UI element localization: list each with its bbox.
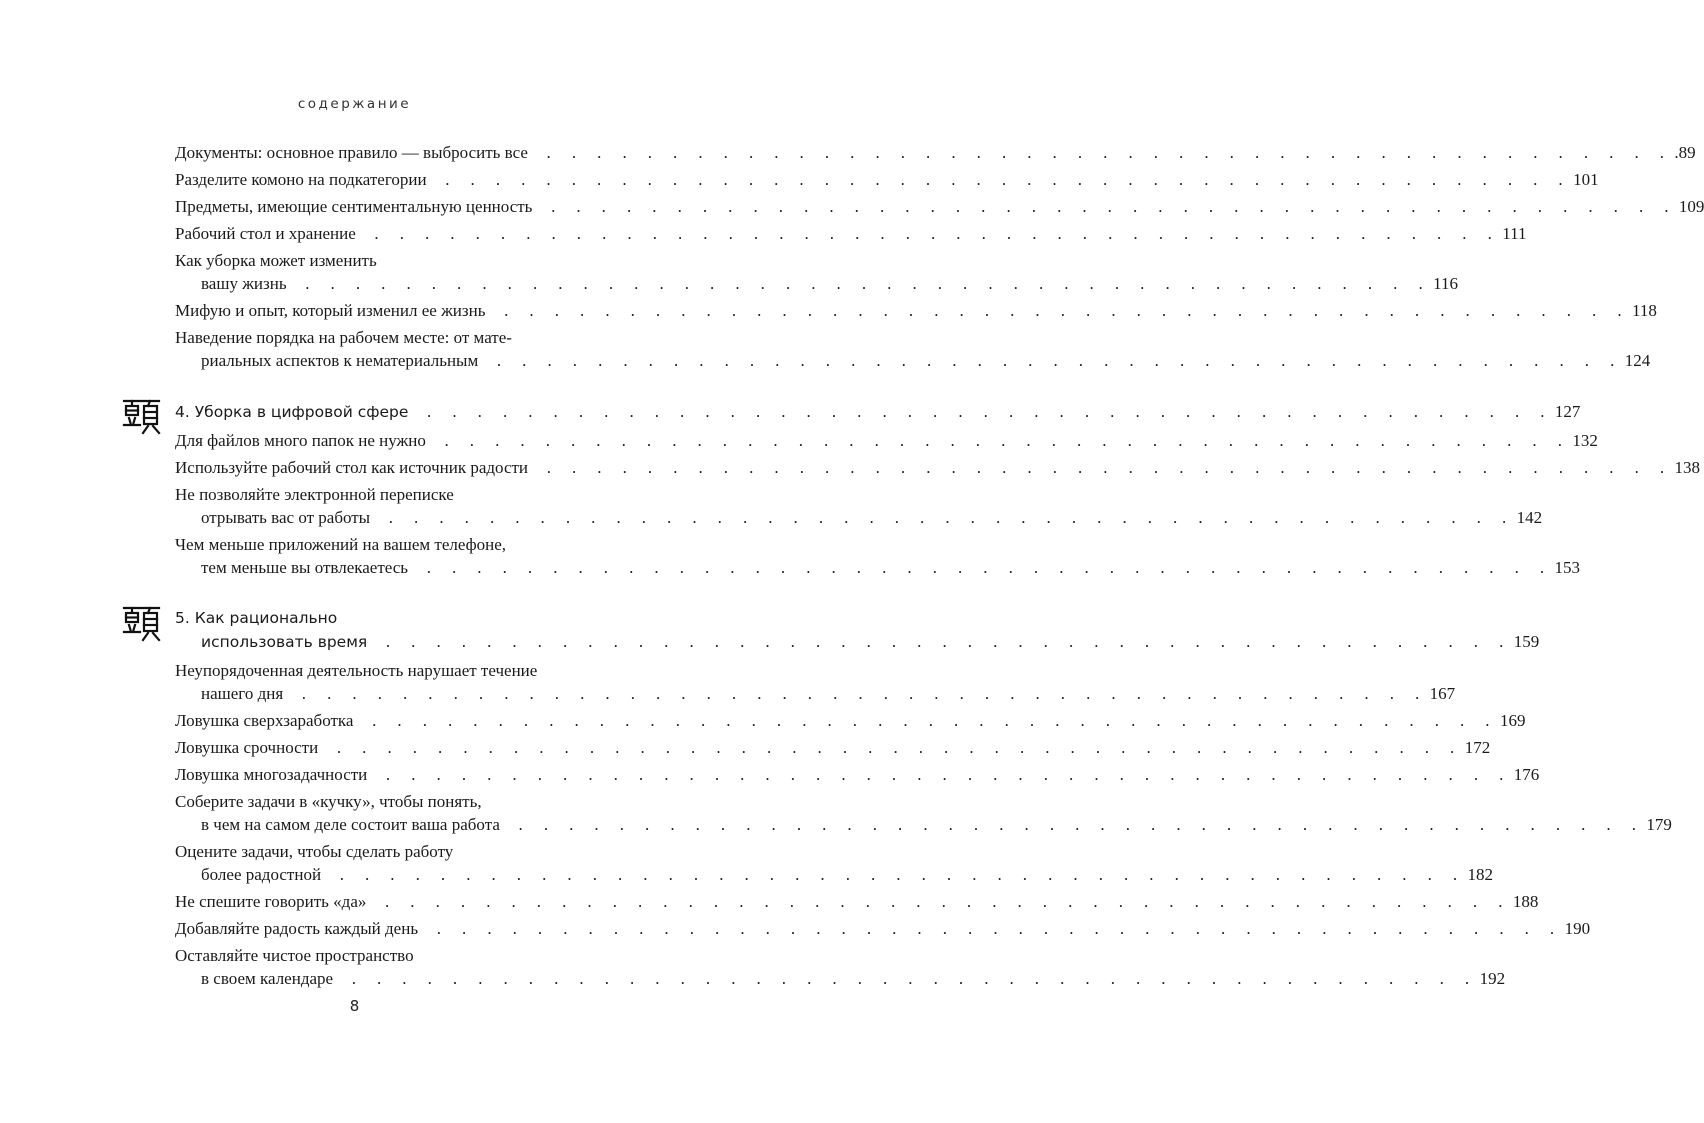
entry-title: Ловушка многозадачности xyxy=(175,765,368,784)
page-number: 8 xyxy=(349,997,360,1015)
entry-title: риальных аспектов к нематериальным xyxy=(201,351,479,370)
chapter-5-heading[interactable] xyxy=(175,607,1540,654)
leader-dots: . . . . . . . . . . . . . . . . . . . . . . . . . . . . . . . . . . . . . . . . . . . . . xyxy=(414,402,1553,421)
toc-entry[interactable] xyxy=(175,168,1599,191)
leader-dots: . . . . . . . . . . . . . . . . . . . . . . . . . . . . . . . . . . . . . . . . . . . . . xyxy=(373,765,1512,784)
toc-leader-row xyxy=(175,141,1696,164)
toc-entry[interactable] xyxy=(175,483,1543,529)
leader-dots: . . . . . . . . . . . . . . . . . . . . . . . . . . . . . . . . . . . . . . . . . . . . . xyxy=(339,969,1478,988)
running-header: содержание xyxy=(297,96,412,112)
toc-leader-row xyxy=(175,222,1527,245)
toc-leader-row xyxy=(175,967,1506,990)
entry-title: нашего дня xyxy=(201,684,284,703)
entry-title: Документы: основное правило — выбросить все xyxy=(175,143,528,162)
toc-entry[interactable] xyxy=(175,299,1657,322)
toc-leader-row xyxy=(175,349,1651,372)
entry-title: Мифую и опыт, который изменил ее жизнь xyxy=(175,301,486,320)
entry-title: Используйте рабочий стол как источник радости xyxy=(175,458,529,477)
toc-entry[interactable] xyxy=(175,533,1581,579)
entry-title-line: Наведение порядка на рабочем месте: от мате- xyxy=(175,328,512,347)
page-ref: 109 xyxy=(1678,197,1704,216)
toc-leader-row xyxy=(175,456,1701,479)
page-ref: 138 xyxy=(1674,458,1701,477)
entry-title: Ловушка срочности xyxy=(175,738,319,757)
leader-dots: . . . . . . . . . . . . . . . . . . . . . . . . . . . . . . . . . . . . . . . . . . . . . xyxy=(292,274,1432,293)
entry-title: вашу жизнь xyxy=(201,274,287,293)
leader-dots: . . . . . . . . . . . . . . . . . . . . . . . . . . . . . . . . . . . . . . . . . . . . . xyxy=(327,865,1466,884)
page-ref: 167 xyxy=(1429,684,1456,703)
leader-dots: . . . . . . . . . . . . . . . . . . . . . . . . . . . . . . . . . . . . . . . . . . . . . xyxy=(431,431,1571,450)
entry-title: в чем на самом деле состоит ваша работа xyxy=(201,815,500,834)
toc-entry[interactable] xyxy=(175,222,1527,245)
toc-leader-row xyxy=(175,429,1598,452)
entry-title: в своем календаре xyxy=(201,969,334,988)
chapter-4-heading[interactable] xyxy=(175,400,1581,424)
leader-dots: . . . . . . . . . . . . . . . . . . . . . . . . . . . . . . . . . . . . . . . . . . . . . xyxy=(484,351,1623,370)
toc-entry[interactable] xyxy=(175,840,1494,886)
leader-dots: . . . . . . . . . . . . . . . . . . . . . . . . . . . . . . . . . . . . . . . . . . . . . xyxy=(361,224,1501,243)
page-ref: 182 xyxy=(1467,865,1494,884)
toc-entry[interactable] xyxy=(175,917,1591,940)
toc-leader-row xyxy=(175,917,1591,940)
chapter-entry xyxy=(175,607,1540,654)
page-ref: .89 xyxy=(1674,143,1696,162)
entry-title: Для файлов много папок не нужно xyxy=(175,431,426,450)
leader-dots: . . . . . . . . . . . . . . . . . . . . . . . . . . . . . . . . . . . . . . . . . . . . . xyxy=(414,558,1553,577)
toc-leader-row xyxy=(175,813,1672,836)
leader-dots: . . . . . . . . . . . . . . . . . . . . . . . . . . . . . . . . . . . . . . . . . . . . . xyxy=(424,919,1563,938)
toc-entry[interactable] xyxy=(175,249,1458,295)
toc-entry[interactable] xyxy=(175,709,1526,732)
toc-entry[interactable] xyxy=(175,763,1540,786)
page-ref: 172 xyxy=(1464,738,1491,757)
toc-entry[interactable] xyxy=(175,944,1506,990)
entry-title: Добавляйте радость каждый день xyxy=(175,919,419,938)
toc-leader-row xyxy=(175,400,1581,424)
entry-title-line: Оставляйте чистое пространство xyxy=(175,946,414,965)
page-ref: 118 xyxy=(1631,301,1657,320)
toc-entry[interactable] xyxy=(175,141,1696,164)
toc-group-chapter-3-continued xyxy=(175,141,1704,372)
chapter-title: использовать время xyxy=(201,633,368,651)
toc-leader-row xyxy=(175,299,1657,322)
head-kanji-icon xyxy=(121,396,161,436)
toc-leader-row xyxy=(175,682,1456,705)
page-ref: 127 xyxy=(1554,402,1581,421)
entry-title: Предметы, имеющие сентиментальную ценность xyxy=(175,197,533,216)
leader-dots: . . . . . . . . . . . . . . . . . . . . . . . . . . . . . . . . . . . . . . . . . . . . . xyxy=(432,170,1572,189)
toc-entry[interactable] xyxy=(175,326,1651,372)
leader-dots: . . . . . . . . . . . . . . . . . . . . . . . . . . . . . . . . . . . . . . . . . . . . . xyxy=(324,738,1463,757)
page-ref: 111 xyxy=(1502,224,1527,243)
chapter-title: 4. Уборка в цифровой сфере xyxy=(175,403,409,421)
toc-entry[interactable] xyxy=(175,890,1539,913)
leader-dots: . . . . . . . . . . . . . . . . . . . . . . . . . . . . . . . . . . . . . . . . . . . . . xyxy=(289,684,1428,703)
chapter-title-line: 5. Как рационально xyxy=(175,609,338,627)
entry-title: Разделите комоно на подкатегории xyxy=(175,170,427,189)
entry-title: более радостной xyxy=(201,865,322,884)
entry-title-line: Соберите задачи в «кучку», чтобы понять, xyxy=(175,792,482,811)
toc-entry[interactable] xyxy=(175,456,1701,479)
toc-leader-row xyxy=(175,763,1540,786)
page-ref: 124 xyxy=(1624,351,1651,370)
toc-group-chapter-5 xyxy=(175,659,1672,990)
toc-group-chapter-4 xyxy=(175,429,1701,579)
entry-title-line: Оцените задачи, чтобы сделать работу xyxy=(175,842,454,861)
toc-leader-row xyxy=(175,709,1526,732)
page-ref: 188 xyxy=(1512,892,1539,911)
page-ref: 101 xyxy=(1573,170,1599,189)
toc-leader-row xyxy=(175,630,1540,654)
entry-title-line: Чем меньше приложений на вашем телефоне, xyxy=(175,535,507,554)
leader-dots: . . . . . . . . . . . . . . . . . . . . . . . . . . . . . . . . . . . . . . . . . . . . . xyxy=(533,143,1673,162)
toc-leader-row xyxy=(175,736,1491,759)
toc-entry[interactable] xyxy=(175,736,1491,759)
table-of-contents xyxy=(175,141,1704,994)
toc-entry[interactable] xyxy=(175,790,1672,836)
toc-leader-row xyxy=(175,195,1704,218)
toc-entry[interactable] xyxy=(175,659,1456,705)
leader-dots: . . . . . . . . . . . . . . . . . . . . . . . . . . . . . . . . . . . . . . . . . . . . . xyxy=(538,197,1677,216)
page-ref: 179 xyxy=(1646,815,1672,834)
leader-dots: . . . . . . . . . . . . . . . . . . . . . . . . . . . . . . . . . . . . . . . . . . . . . xyxy=(373,632,1512,651)
leader-dots: . . . . . . . . . . . . . . . . . . . . . . . . . . . . . . . . . . . . . . . . . . . . . xyxy=(376,508,1515,527)
page-ref: 190 xyxy=(1564,919,1591,938)
page-ref: 159 xyxy=(1513,632,1540,651)
entry-title-line: Неупорядоченная деятельность нарушает течение xyxy=(175,661,538,680)
page-ref: 176 xyxy=(1513,765,1540,784)
toc-leader-row xyxy=(175,890,1539,913)
chapter-entry xyxy=(175,400,1581,424)
toc-entry[interactable] xyxy=(175,195,1704,218)
toc-entry[interactable] xyxy=(175,429,1598,452)
toc-leader-row xyxy=(175,506,1543,529)
leader-dots: . . . . . . . . . . . . . . . . . . . . . . . . . . . . . . . . . . . . . . . . . . . . . xyxy=(372,892,1511,911)
leader-dots: . . . . . . . . . . . . . . . . . . . . . . . . . . . . . . . . . . . . . . . . . . . . . xyxy=(534,458,1673,477)
head-kanji-icon xyxy=(121,603,161,643)
leader-dots: . . . . . . . . . . . . . . . . . . . . . . . . . . . . . . . . . . . . . . . . . . . . . xyxy=(505,815,1645,834)
entry-title: Ловушка сверхзаработка xyxy=(175,711,354,730)
page-ref: 169 xyxy=(1499,711,1526,730)
toc-leader-row xyxy=(175,168,1599,191)
entry-title: тем меньше вы отвлекаетесь xyxy=(201,558,409,577)
entry-title: отрывать вас от работы xyxy=(201,508,371,527)
toc-leader-row xyxy=(175,556,1581,579)
page-ref: 132 xyxy=(1572,431,1598,450)
entry-title-line: Как уборка может изменить xyxy=(175,251,377,270)
page-ref: 142 xyxy=(1516,508,1543,527)
entry-title: Рабочий стол и хранение xyxy=(175,224,356,243)
page-ref: 116 xyxy=(1433,274,1458,293)
toc-leader-row xyxy=(175,863,1494,886)
leader-dots: . . . . . . . . . . . . . . . . . . . . . . . . . . . . . . . . . . . . . . . . . . . . . xyxy=(491,301,1630,320)
page-ref: 192 xyxy=(1479,969,1506,988)
entry-title: Не спешите говорить «да» xyxy=(175,892,367,911)
page-ref: 153 xyxy=(1554,558,1581,577)
toc-leader-row xyxy=(175,272,1458,295)
entry-title-line: Не позволяйте электронной переписке xyxy=(175,485,454,504)
leader-dots: . . . . . . . . . . . . . . . . . . . . . . . . . . . . . . . . . . . . . . . . . . . . . xyxy=(359,711,1498,730)
